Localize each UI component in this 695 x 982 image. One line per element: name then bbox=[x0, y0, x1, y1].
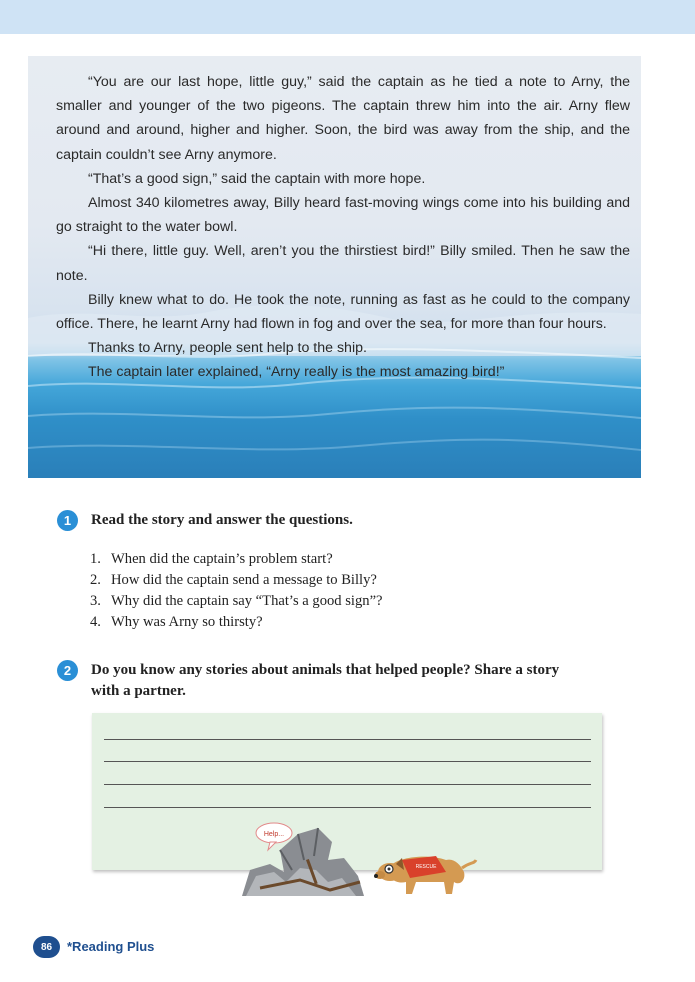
speech-bubble-text: Help... bbox=[263, 831, 285, 838]
question-list bbox=[90, 549, 383, 633]
writing-line[interactable] bbox=[104, 761, 591, 762]
exercise-1-number-badge: 1 bbox=[57, 510, 78, 531]
story-text bbox=[56, 70, 630, 385]
story-paragraph: “Hi there, little guy. Well, aren’t you the thirstiest bird!” Billy smiled. Then he saw the note. bbox=[56, 243, 630, 284]
question-item bbox=[90, 612, 383, 633]
story-paragraph: The captain later explained, “Arny really is the most amazing bird!” bbox=[88, 364, 505, 381]
dog-vest-text: RESCUE bbox=[415, 864, 437, 870]
story-paragraph: Billy knew what to do. He took the note, running as fast as he could to the company office. There, he learnt Arny had flown in fog and over the sea, for more than four hours. bbox=[56, 291, 630, 333]
question-number: 2. bbox=[90, 572, 101, 588]
question-item bbox=[90, 570, 383, 591]
top-header-band bbox=[0, 0, 695, 34]
rescue-dog-illustration bbox=[240, 820, 480, 898]
question-item bbox=[90, 549, 383, 570]
exercise-1-heading: Read the story and answer the questions. bbox=[91, 512, 353, 528]
question-number: 4. bbox=[90, 614, 101, 630]
story-panel bbox=[28, 56, 641, 478]
exercise-2-heading-line-2: with a partner. bbox=[91, 683, 186, 699]
question-text: Why was Arny so thirsty? bbox=[111, 614, 263, 630]
question-number: 3. bbox=[90, 593, 101, 609]
dog-icon bbox=[374, 856, 476, 894]
writing-line[interactable] bbox=[104, 739, 591, 740]
story-paragraph: “That’s a good sign,” said the captain with more hope. bbox=[88, 170, 426, 187]
story-paragraph: Almost 340 kilometres away, Billy heard fast-moving wings come into his building and go straight to the water bowl. bbox=[56, 195, 630, 236]
question-text: When did the captain’s problem start? bbox=[111, 551, 333, 567]
section-label: *Reading Plus bbox=[67, 939, 155, 954]
question-text: How did the captain send a message to Billy? bbox=[111, 572, 377, 588]
exercise-2-number-badge: 2 bbox=[57, 660, 78, 681]
story-paragraph: Thanks to Arny, people sent help to the ship. bbox=[88, 340, 367, 357]
writing-line[interactable] bbox=[104, 807, 591, 808]
writing-line[interactable] bbox=[104, 784, 591, 785]
story-paragraph: “You are our last hope, little guy,” said the captain as he tied a note to Arny, the smaller and younger of the two pigeons. The captain threw him into the air. Arny flew around and around, higher and higher. Soon, the bird was away from the ship, and the captain couldn’t see Arny anymore. bbox=[56, 74, 630, 163]
question-number: 1. bbox=[90, 551, 101, 567]
question-item bbox=[90, 591, 383, 612]
exercise-2-heading-line-1: Do you know any stories about animals that helped people? Share a story bbox=[91, 662, 560, 678]
question-text: Why did the captain say “That’s a good sign”? bbox=[111, 593, 383, 609]
page-number: 86 bbox=[33, 936, 60, 958]
